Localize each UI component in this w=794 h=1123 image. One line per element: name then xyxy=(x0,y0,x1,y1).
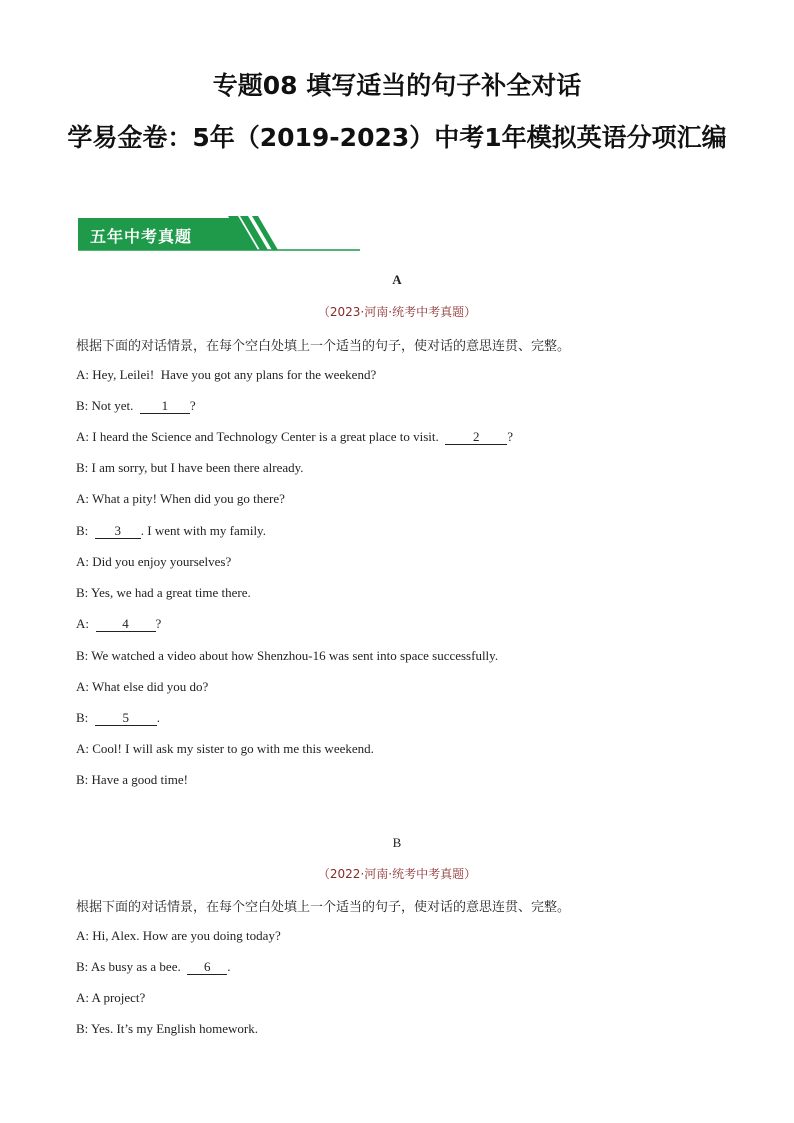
dialogue-line: B: Yes, we had a great time there. xyxy=(76,585,251,600)
dialogue-line: B: 5 . xyxy=(76,710,161,725)
dialogue-line: A: What else did you do? xyxy=(76,679,209,694)
passage-b-source: （2022·河南·统考中考真题） xyxy=(317,867,477,881)
document-subtitle: 学易金卷：5年（2019-2023）中考1年模拟英语分项汇编 xyxy=(67,123,727,152)
answer-blank-5[interactable]: 5 xyxy=(95,711,157,726)
answer-blank-2[interactable]: 2 xyxy=(445,430,507,445)
passage-a-instruction: 根据下面的对话情景，在每个空白处填上一个适当的句子，使对话的意思连贯、完整。 xyxy=(76,339,571,354)
dialogue-line: B: I am sorry, but I have been there already. xyxy=(76,460,304,475)
dialogue-line: A: What a pity! When did you go there? xyxy=(76,491,285,506)
passage-a-source: （2023·河南·统考中考真题） xyxy=(317,305,477,319)
dialogue-line: B: As busy as a bee. 6 . xyxy=(76,959,231,974)
dialogue-line: A: Cool! I will ask my sister to go with me this weekend. xyxy=(76,741,374,756)
passage-b-label: B xyxy=(392,835,402,850)
dialogue-line: A: 4 ? xyxy=(76,616,162,631)
answer-blank-6[interactable]: 6 xyxy=(187,960,227,975)
dialogue-line: B: Not yet. 1 ? xyxy=(76,398,196,413)
answer-blank-1[interactable]: 1 xyxy=(140,399,190,414)
dialogue-line: B: Have a good time! xyxy=(76,772,188,787)
dialogue-line: B: 3 . I went with my family. xyxy=(76,523,266,538)
answer-blank-4[interactable]: 4 xyxy=(96,617,156,632)
dialogue-line: B: Yes. It’s my English homework. xyxy=(76,1021,259,1036)
passage-b-instruction: 根据下面的对话情景，在每个空白处填上一个适当的句子，使对话的意思连贯、完整。 xyxy=(76,900,571,915)
dialogue-line: A: I heard the Science and Technology Center is a great place to visit. 2 ? xyxy=(76,429,514,444)
dialogue-line: A: A project? xyxy=(76,990,146,1005)
section-banner-label: 五年中考真题 xyxy=(90,227,193,246)
dialogue-line: A: Hi, Alex. How are you doing today? xyxy=(76,928,281,943)
dialogue-line: A: Hey, Leilei! Have you got any plans for the weekend? xyxy=(76,367,377,382)
answer-blank-3[interactable]: 3 xyxy=(95,524,141,539)
dialogue-line: B: We watched a video about how Shenzhou-16 was sent into space successfully. xyxy=(76,648,499,663)
passage-a-label: A xyxy=(392,272,402,287)
dialogue-line: A: Did you enjoy yourselves? xyxy=(76,554,232,569)
document-title: 专题08 填写适当的句子补全对话 xyxy=(212,71,582,100)
